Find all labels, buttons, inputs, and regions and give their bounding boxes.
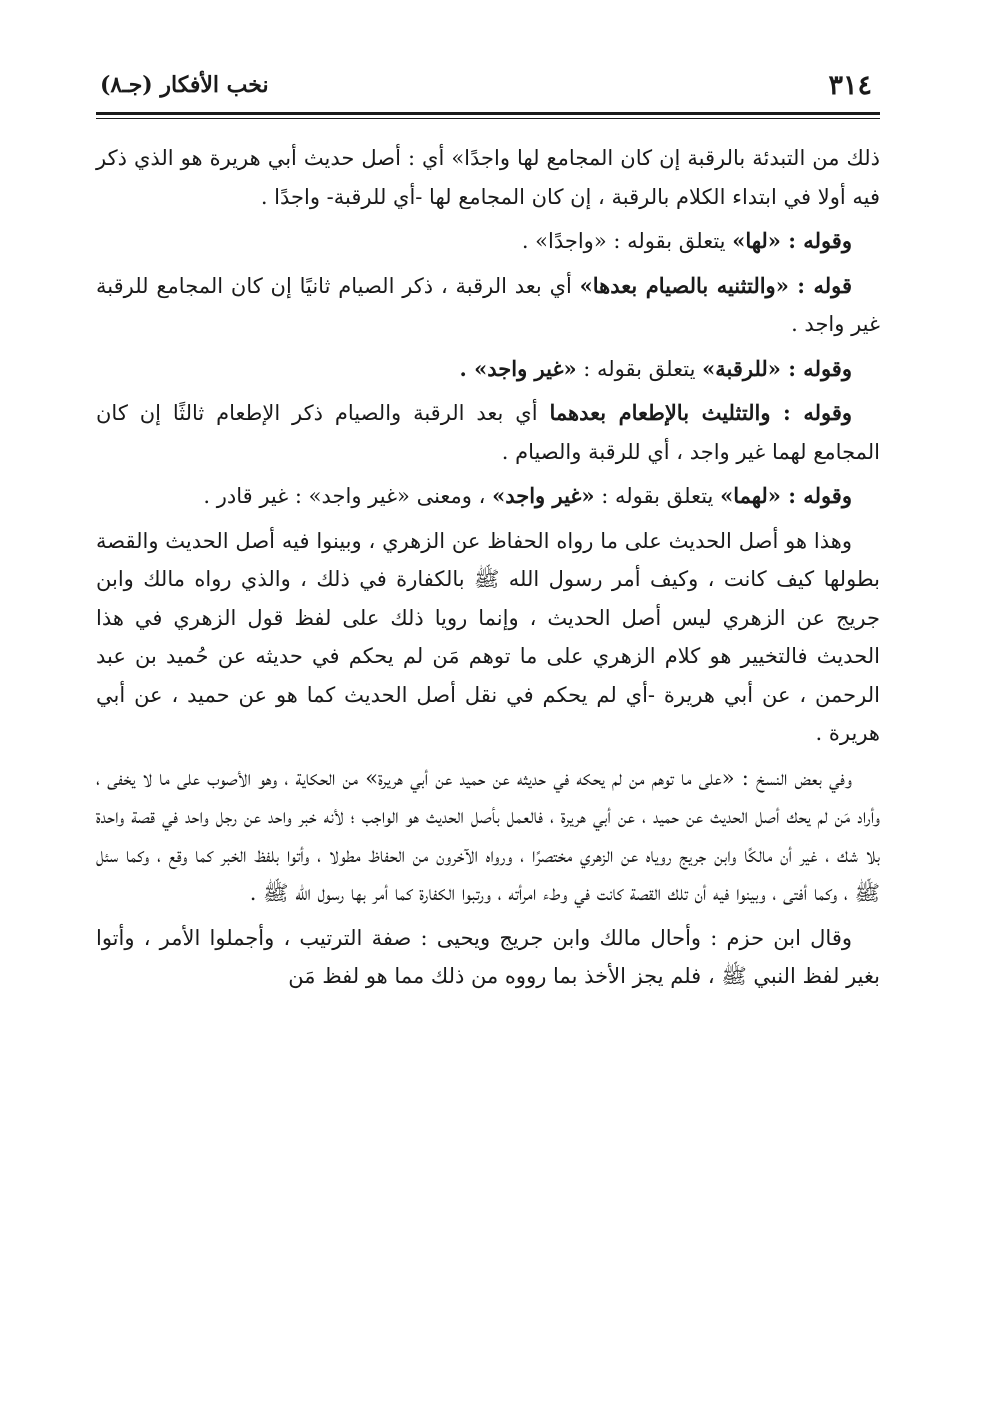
quoted-term: قوله : «والتثنيه بالصيام بعدها» [579, 272, 852, 298]
quoted-term: وقوله : «لها» [732, 228, 852, 253]
running-header [96, 66, 880, 108]
page [96, 66, 880, 1002]
paragraph-text: يتعلق بقوله : «واجدًا» . [521, 229, 733, 253]
paragraph-text: وفي بعض النسخ : «على ما توهم من لم يحكه في حديثه عن حميد عن أبي هريرة» من الحكاية ، وهو الأصوب على ما لا يخفى ، وأراد مَن لم يحك أصل الحديث عن حميد ، عن أبي هريرة ، فالعمل بأصل الحديث هو الواجب ؛ لأنه خبر واحد عن رجل واحد في قصة واحدة بلا شك ، غير أن مالكًا وابن جريج روياه عن الزهري مختصرًا ، ورواه الآخرون من الحفاظ مطولا ، وأتوا بلفظ الخبر كما وقع ، وكما سئل ﷺ ، وكما أفتى ، وبينوا فيه أن تلك القصة كانت في وطء امرأته ، ورتبوا الكفارة كما أمر بها رسول الله ﷺ . [96, 765, 880, 905]
header-rule-thin [96, 118, 880, 119]
paragraph-text: ، ومعنى «غير واجد» : غير قادر . [203, 484, 493, 508]
header-rule-thick [96, 112, 880, 115]
paragraph-text: أي بعد الرقبة ، ذكر الصيام ثانيًا إن كان المجامع للرقبة غير واجد . [96, 273, 880, 336]
paragraph-1 [96, 139, 880, 216]
paragraph-text: يتعلق بقوله : [594, 484, 721, 508]
page-number: ٣١٤ [828, 70, 872, 101]
quoted-term: «غير واجد» [492, 483, 595, 508]
paragraph-3 [96, 267, 880, 344]
paragraph-8 [96, 759, 880, 913]
paragraph-9 [96, 919, 880, 996]
quoted-term: وقوله : والتثليث بالإطعام بعدهما [549, 400, 853, 425]
paragraph-text: ذلك من التبدئة بالرقبة إن كان المجامع لها واجدًا» أي : أصل حديث أبي هريرة هو الذي ذكر فيه أولا في ابتداء الكلام بالرقبة ، إن كان المجامع لها -أي للرقبة- واجدًا . [96, 146, 880, 209]
paragraph-5 [96, 394, 880, 471]
paragraph-7 [96, 522, 880, 753]
quoted-term: وقوله : «لهما» [720, 483, 852, 508]
book-title: نخب الأفكار (جـ٨) [100, 72, 269, 98]
paragraph-text: وهذا هو أصل الحديث على ما رواه الحفاظ عن الزهري ، وبينوا فيه أصل الحديث والقصة بطولها كيف كانت ، وكيف أمر رسول الله ﷺ بالكفارة في ذلك ، والذي رواه مالك وابن جريج عن الزهري ليس أصل الحديث ، وإنما رويا ذلك على لفظ قول الزهري في هذا الحديث فالتخيير هو كلام الزهري على ما توهم مَن لم يحكم في حديثه عن حُميد بن عبد الرحمن ، عن أبي هريرة -أي لم يحكم في نقل أصل الحديث كما هو عن حميد ، عن أبي هريرة . [96, 528, 880, 745]
quoted-term: وقوله : «للرقبة» [702, 355, 852, 381]
quoted-term: «غير واجد» . [459, 355, 577, 381]
paragraph-text: وقال ابن حزم : وأحال مالك وابن جريج ويحيى : صفة الترتيب ، وأجملوا الأمر ، وأتوا بغير لفظ النبي ﷺ ، فلم يجز الأخذ بما رووه من ذلك مما هو لفظ مَن [96, 925, 880, 988]
paragraph-2 [96, 222, 880, 261]
paragraph-text: أي بعد الرقبة والصيام ذكر الإطعام ثالثًا إن كان المجامع لهما غير واجد ، أي للرقبة والصيام . [96, 401, 880, 464]
body-text [96, 139, 880, 996]
paragraph-6 [96, 477, 880, 516]
paragraph-4 [96, 350, 880, 389]
paragraph-text: يتعلق بقوله : [576, 356, 703, 381]
